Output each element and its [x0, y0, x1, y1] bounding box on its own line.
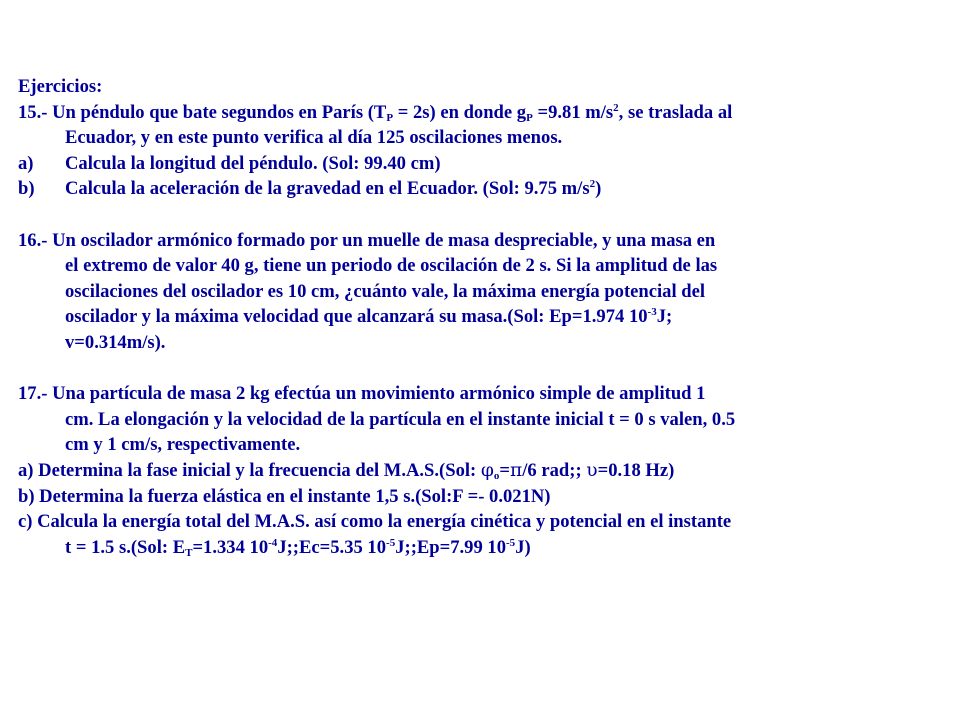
- spacer: [18, 356, 948, 382]
- ex16-line-5: [18, 330, 948, 356]
- ex16-text: oscilador y la máxima velocidad que alcanzará su masa.(Sol: Ep=1.974 10: [65, 306, 648, 328]
- ex15-line-2: [18, 125, 948, 151]
- ex17-text: /6 rad;;: [522, 459, 587, 481]
- ex17-text: J;;Ec=5.35 10: [277, 536, 387, 558]
- ex15-item-a: [18, 151, 948, 177]
- ex16-text: el extremo de valor 40 g, tiene un periodo de oscilación de 2 s. Si la amplitud de las: [65, 255, 718, 277]
- ex17-text: =: [499, 459, 511, 481]
- ex17-text: t = 1.5 s.(Sol: E: [65, 536, 186, 558]
- ex17-item-c-line-1: [18, 509, 948, 535]
- slide-content: [18, 74, 948, 560]
- superscript: -5: [506, 536, 516, 549]
- superscript: 2: [589, 178, 596, 191]
- nu-symbol: υ: [586, 459, 598, 481]
- ex17-line-1: [18, 381, 948, 407]
- ex15-item-b: [18, 176, 948, 202]
- ex16-line-3: [18, 279, 948, 305]
- ex16-text: J;: [656, 306, 673, 328]
- ex17-item-c-line-2: [18, 535, 948, 561]
- ex16-line-2: [18, 253, 948, 279]
- ex17-text: cm y 1 cm/s, respectivamente.: [65, 434, 301, 456]
- ex15-item-b-text: [65, 176, 601, 202]
- superscript: -3: [647, 306, 657, 319]
- phi-symbol: φ: [480, 459, 494, 481]
- ex17-line-3: [18, 432, 948, 458]
- ex16-text: oscilaciones del oscilador es 10 cm, ¿cuánto vale, la máxima energía potencial del: [65, 280, 706, 302]
- superscript: -5: [386, 536, 396, 549]
- ex17-text: =1.334 10: [192, 536, 269, 558]
- ex17-text: c) Calcula la energía total del M.A.S. así como la energía cinética y potencial en el instante: [18, 511, 732, 533]
- ex16-text: v=0.314m/s).: [65, 331, 166, 353]
- ex17-text: J): [515, 536, 531, 558]
- ex15-text: ): [595, 178, 602, 200]
- pi-symbol: π: [510, 459, 523, 481]
- spacer: [18, 202, 948, 228]
- heading: [18, 74, 948, 100]
- ex17-line-2: [18, 407, 948, 433]
- ex16-line-1: [18, 228, 948, 254]
- ex15-item-a-text: Calcula la longitud del péndulo. (Sol: 99.40 cm): [65, 152, 441, 174]
- ex15-text: 15.- Un péndulo que bate segundos en París (T: [18, 101, 387, 123]
- list-marker: a): [18, 152, 34, 174]
- subscript: P: [526, 111, 533, 124]
- ex17-item-a: [18, 458, 948, 484]
- ex15-text: Ecuador, y en este punto verifica al día 125 oscilaciones menos.: [65, 127, 563, 149]
- ex17-text: =0.18 Hz): [597, 459, 675, 481]
- ex17-text: cm. La elongación y la velocidad de la partícula en el instante inicial t = 0 s valen, 0.5: [65, 408, 736, 430]
- ex16-line-4: [18, 304, 948, 330]
- heading-text: Ejercicios:: [18, 76, 103, 97]
- subscript: P: [386, 111, 394, 124]
- ex17-text: b) Determina la fuerza elástica en el instante 1,5 s.(Sol:F =- 0.021N): [18, 485, 551, 507]
- ex17-text: 17.- Una partícula de masa 2 kg efectúa un movimiento armónico simple de amplitud 1: [18, 383, 706, 405]
- superscript: 2: [613, 101, 619, 114]
- ex15-text: Calcula la aceleración de la gravedad en el Ecuador. (Sol: 9.75 m/s: [65, 178, 590, 200]
- subscript: o: [493, 469, 500, 482]
- ex15-text: = 2s) en donde g: [393, 101, 527, 123]
- ex15-text: , se traslada al: [618, 101, 733, 123]
- ex15-line-1: [18, 100, 948, 126]
- list-marker: b): [18, 178, 35, 200]
- subscript: T: [185, 546, 193, 559]
- ex17-text: J;;Ep=7.99 10: [395, 536, 507, 558]
- superscript: -4: [268, 536, 278, 549]
- ex16-text: 16.- Un oscilador armónico formado por un muelle de masa despreciable, y una masa en: [18, 229, 716, 251]
- ex15-text: =9.81 m/s: [532, 101, 614, 123]
- ex17-item-b: [18, 484, 948, 510]
- ex17-text: a) Determina la fase inicial y la frecuencia del M.A.S.(Sol:: [18, 459, 481, 481]
